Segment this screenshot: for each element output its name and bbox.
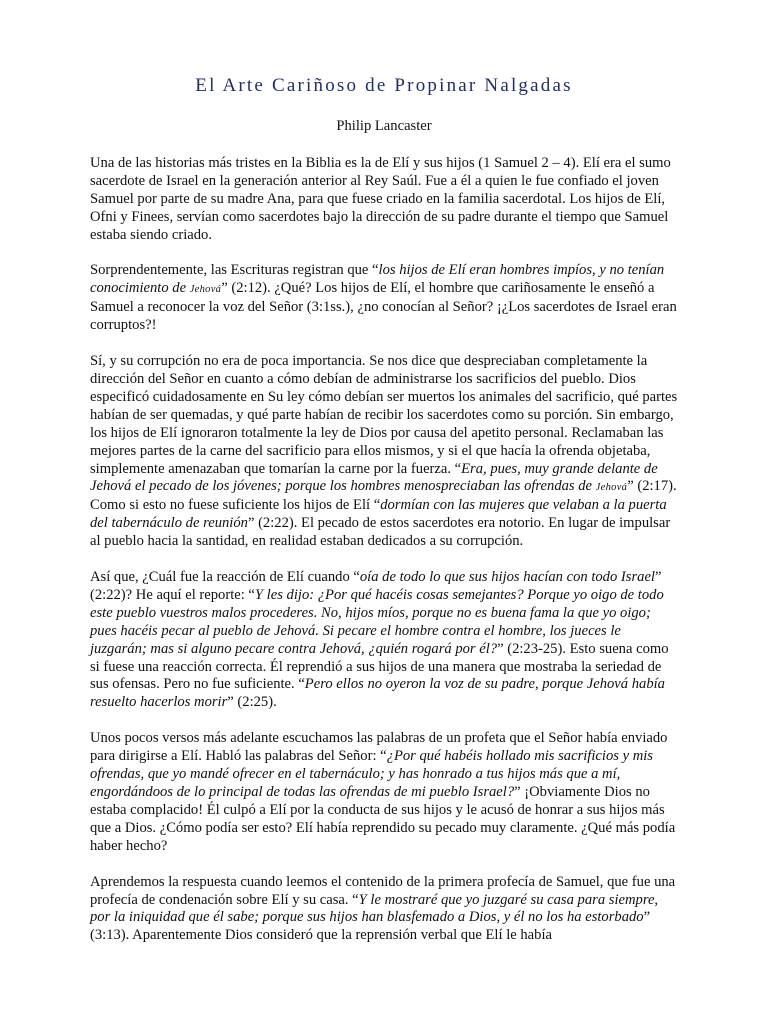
paragraph-text: ” (2:17). Como si esto no fuese suficiente los hijos de Elí “: [90, 478, 677, 514]
scripture-quote: ¿Por qué habéis hollado mis sacrificios y mis ofrendas, que yo mandé ofrecer en el tabernáculo; y has honrado a tus hijos más que a mí, engordándoos de lo principal de todas las ofrendas de mi pueblo Israel?: [90, 748, 653, 800]
paragraph-1: [90, 155, 678, 245]
document-page: [90, 74, 678, 963]
quote-text: los hijos de Elí eran hombres impíos, y no tenían conocimiento de: [90, 262, 665, 297]
paragraph-6: [90, 874, 678, 946]
paragraph-2: [90, 262, 678, 335]
scripture-quote: dormían con las mujeres que velaban a la puerta del tabernáculo de reunión: [90, 497, 667, 532]
paragraph-text: ” (3:13). Aparentemente Dios consideró que la reprensión verbal que Elí le había: [90, 909, 651, 944]
paragraph-text: ” (2:22). El pecado de estos sacerdotes era notorio. En lugar de impulsar al pueblo hacia la santidad, en realidad estaban dedicados a su corrupción.: [90, 515, 671, 550]
document-title: El Arte Cariñoso de Propinar Nalgadas: [195, 75, 573, 96]
paragraph-4: [90, 569, 678, 712]
paragraph-text: ” ¡Obviamente Dios no estaba complacido! Él culpó a Elí por la conducta de sus hijos y le acusó de honrar a sus hijos más que a Dios. ¿Cómo podía ser esto? Elí había reprendido su pecado muy claramente. ¿Qué más podía haber hecho?: [90, 784, 676, 854]
paragraph-text: ” (2:22)? He aquí el reporte: “: [90, 569, 662, 603]
paragraph-text: Así que, ¿Cuál fue la reacción de Elí cuando “: [90, 569, 360, 586]
scripture-quote: oía de todo lo que sus hijos hacían con todo Israel: [359, 569, 655, 586]
paragraph-3: [90, 353, 678, 551]
quote-text: Era, pues, muy grande delante de Jehová el pecado de los jóvenes; porque los hombres menospreciaban las ofrendas de: [90, 460, 658, 495]
paragraph-text: Unos pocos versos más adelante escuchamos las palabras de un profeta que el Señor había enviado para dirigirse a Elí. Habló las palabras del Señor: “: [90, 730, 668, 765]
quote-small-caps: Jehová: [189, 284, 222, 296]
paragraph-text: Aprendemos la respuesta cuando leemos el contenido de la primera profecía de Samuel, que fue una profecía de condenación sobre Elí y su casa. “: [90, 873, 676, 908]
paragraph-text: ” (2:23-25). Esto suena como si fuese una reacción correcta. Él reprendió a sus hijos de una manera que mostraba la seriedad de sus ofensas. Pero no fue suficiente. “: [90, 640, 669, 693]
scripture-quote: Pero ellos no oyeron la voz de su padre, porque Jehová había resuelto hacerlos morir: [90, 676, 665, 711]
document-author: Philip Lancaster: [336, 118, 432, 134]
paragraph-text: ” (2:25).: [227, 694, 277, 711]
scripture-quote: Y le mostraré que yo juzgaré su casa para siempre, por la iniquidad que él sabe; porque sus hijos han blasfemado a Dios, y él no los ha estorbado: [90, 891, 659, 926]
paragraph-text: ” (2:12). ¿Qué? Los hijos de Elí, el hombre que cariñosamente le enseñó a Samuel a reconocer la voz del Señor (3:1ss.), ¿no conocían al Señor? ¡¿Los sacerdotes de Israel eran corruptos?!: [90, 280, 677, 334]
scripture-quote: Y les dijo: ¿Por qué hacéis cosas semejantes? Porque yo oigo de todo este pueblo vuestros malos procederes. No, hijos míos, porque no es buena fama la que yo oigo; pues hacéis pecar al pueblo de Jehová. Si pecare el hombre contra el hombre, los jueces le juzgarán; mas si alguno pecare contra Jehová, ¿quién rogará por él?: [90, 586, 664, 657]
paragraph-5: [90, 730, 678, 855]
paragraph-text: Sorprendentemente, las Escrituras registran que “: [90, 262, 379, 279]
paragraph-text: Sí, y su corrupción no era de poca importancia. Se nos dice que despreciaban completamente la dirección del Señor en cuanto a cómo debían de administrarse los sacrificios del pueblo. Dios especificó cuidadosamente en Su ley cómo debían ser muertos los animales del sacrificio, qué partes habían de ser quemadas, y qué parte habían de recibir los sacerdotes como su porción. Sin embargo, los hijos de Elí ignoraron totalmente la ley de Dios por causa del apetito personal. Reclamaban las mejores partes de la carne del sacrificio para ellos mismos, y si el que hacía la ofrenda objetaba, simplemente amenazaban que tomarían la carne por la fuerza. “: [90, 353, 678, 477]
quote-small-caps: Jehová: [595, 482, 628, 494]
paragraph-text: Una de las historias más tristes en la Biblia es la de Elí y sus hijos (1 Samuel 2 – 4). Elí era el sumo sacerdote de Israel en la generación anterior al Rey Saúl. Fue a él a quien le fue confiado el joven Samuel por parte de su madre Ana, para que fuese criado en la familia sacerdotal. Los hijos de Elí, Ofni y Finees, servían como sacerdotes bajo la dirección de su padre durante el tiempo que Samuel estaba siendo criado.: [90, 154, 671, 243]
